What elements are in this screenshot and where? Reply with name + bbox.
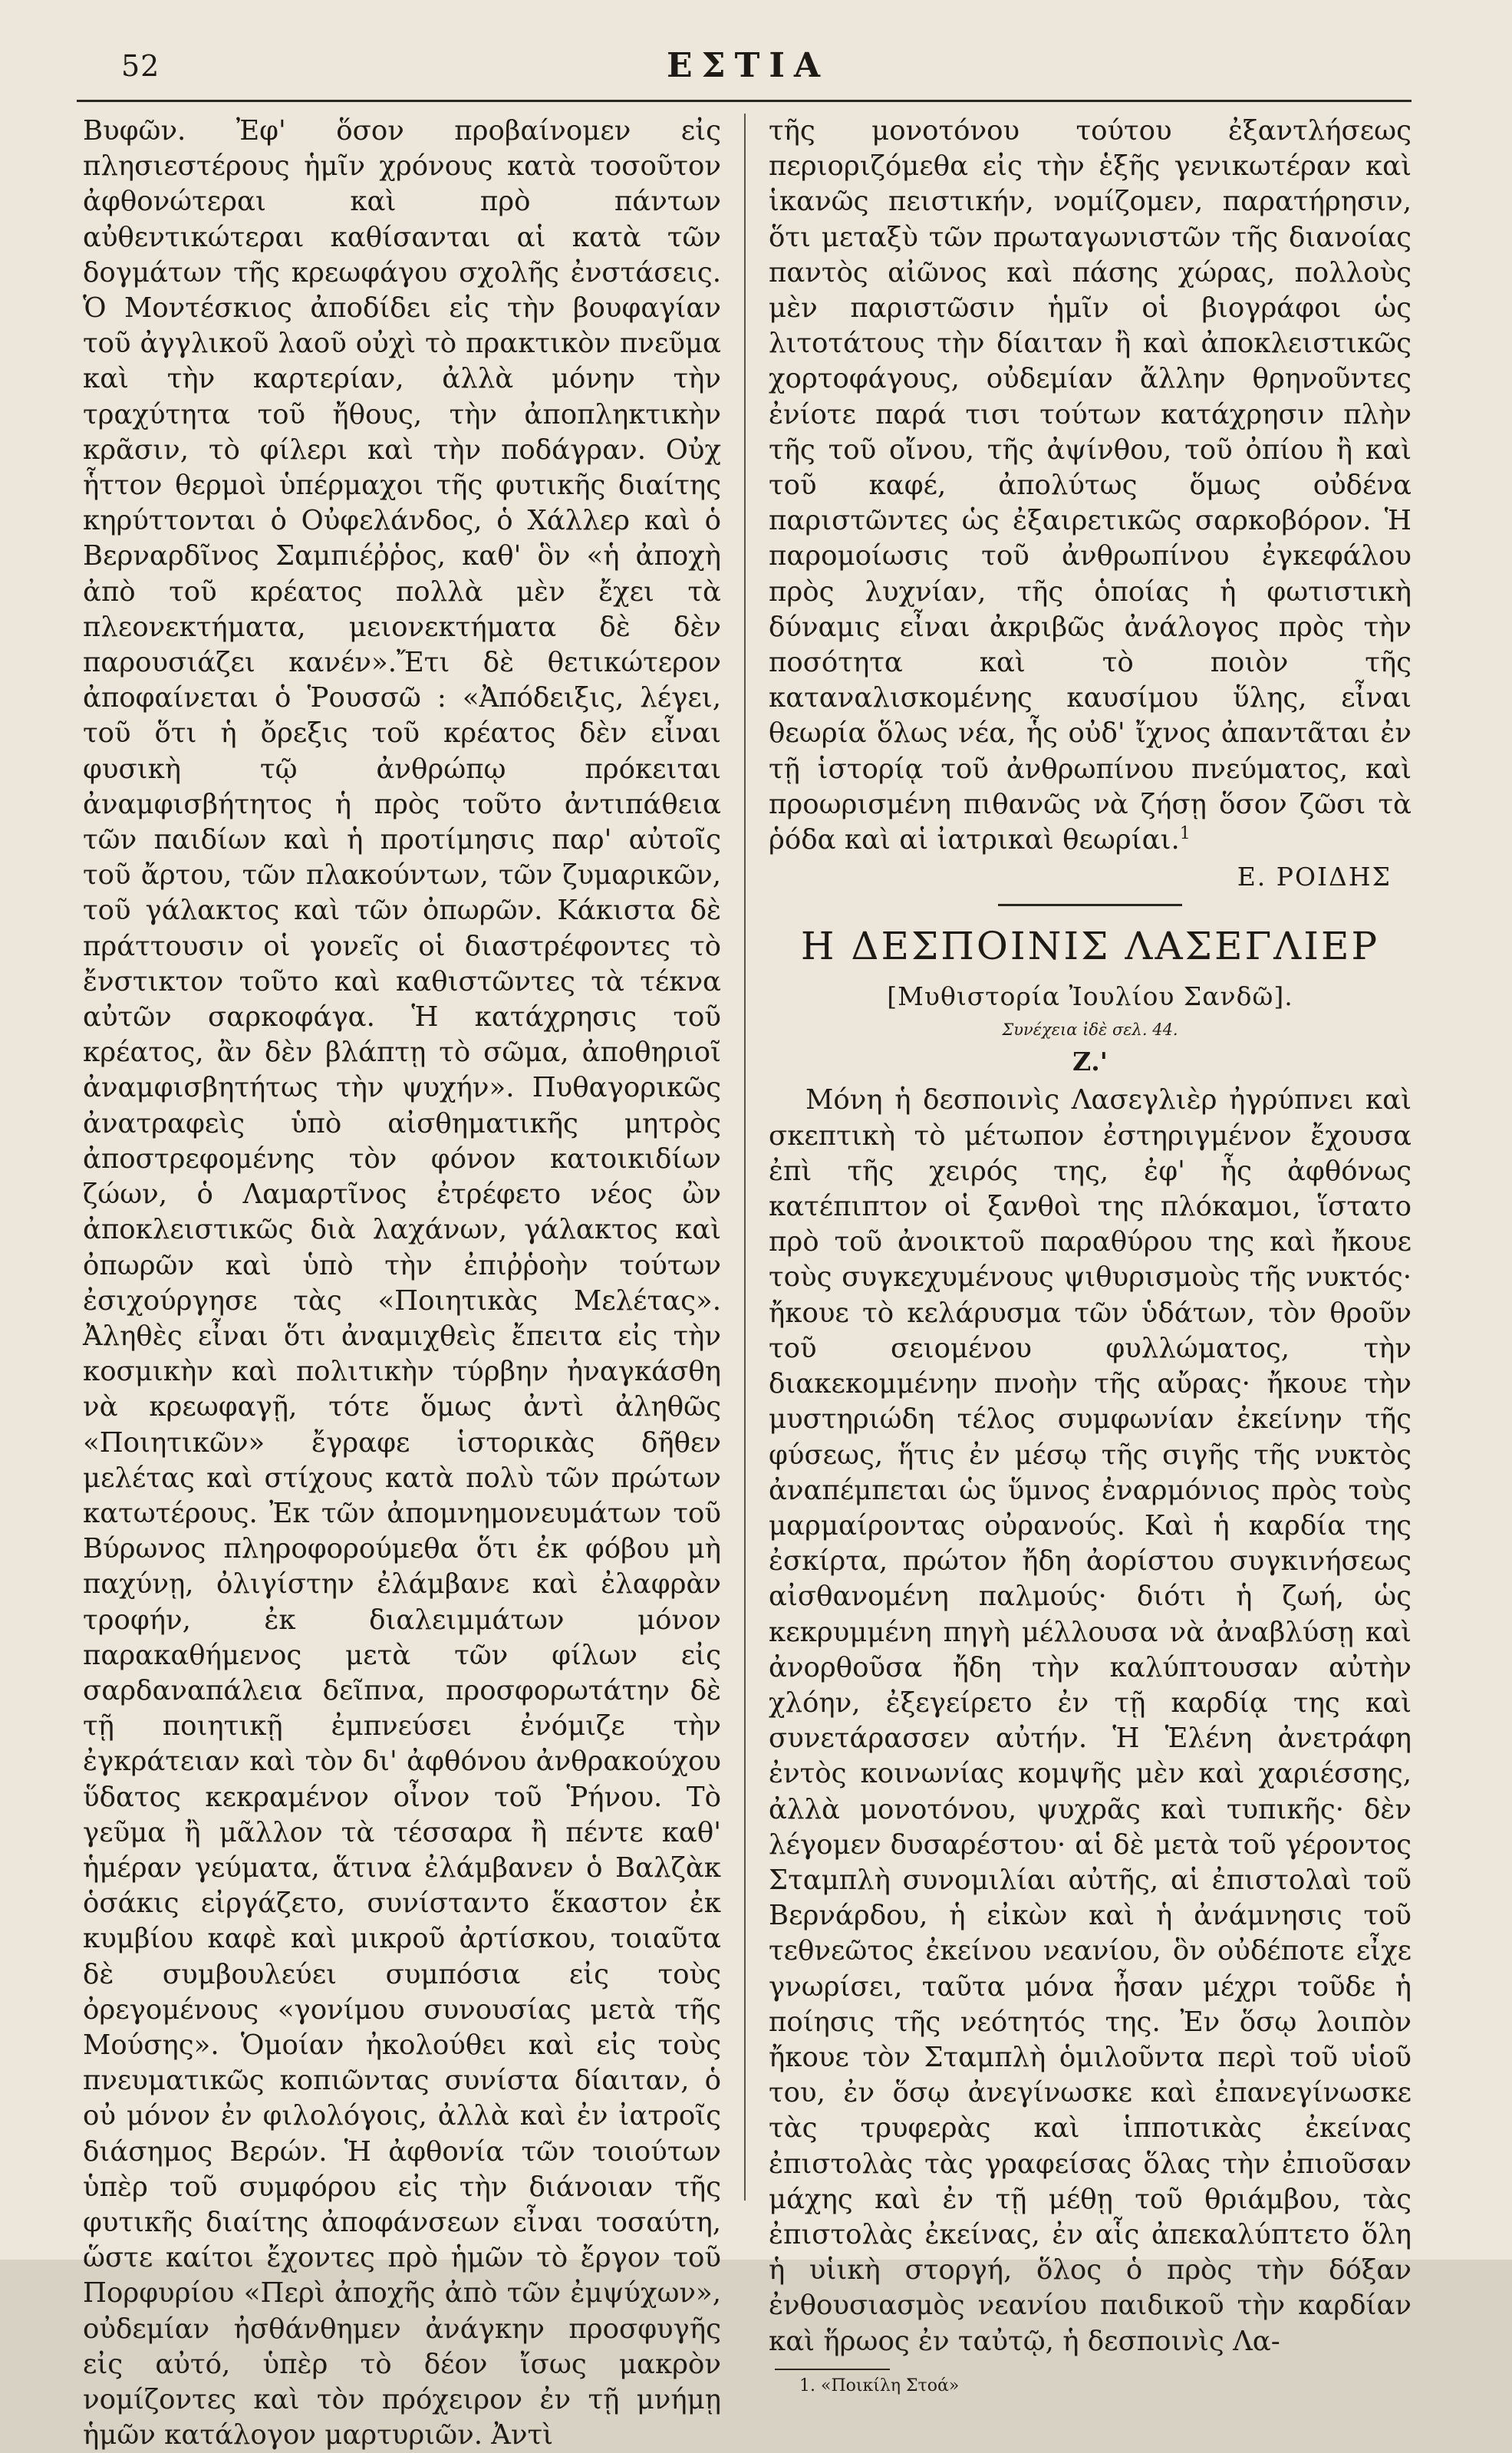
story-subtitle: [Μυθιστορία Ἰουλίου Σανδῶ]. xyxy=(887,981,1293,1012)
chapter-number: Ζ.' xyxy=(1072,1047,1108,1077)
right-column xyxy=(769,114,1412,2398)
author-signature: Ε. ΡΟΙΔΗΣ xyxy=(1237,862,1392,892)
essay-continued-text: τῆς μονοτόνου τούτου ἐξαντλήσεως περιοριζόμεθα εἰς τὴν ἑξῆς γενικωτέραν καὶ ἱκανῶς πειστικήν, νομίζομεν, παρατήρησιν, ὅτι μεταξὺ τῶν πρωταγωνιστῶν τῆς διανοίας παντὸς αἰῶνος καὶ πάσης χώρας, πολλοὺς μὲν παριστῶσιν ἡμῖν οἱ βιογράφοι ὡς λιτοτάτους τὴν δίαιταν ἢ καὶ ἀποκλειστικῶς χορτοφάγους, οὐδεμίαν ἄλλην θρηνοῦντες ἐνίοτε παρά τισι τούτων κατάχρησιν πλὴν τῆς τοῦ οἴνου, τῆς ἀψίνθου, τοῦ ὀπίου ἢ καὶ τοῦ καφέ, ἀπολύτως ὅμως οὐδένα παριστῶντες ὡς ἐξαιρετικῶς σαρκοβόρον. Ἡ παρομοίωσις τοῦ ἀνθρωπίνου ἐγκεφάλου πρὸς λυχνίαν, τῆς ὁποίας ἡ φωτιστικὴ δύναμις εἶναι ἀκριβῶς ἀνάλογος πρὸς τὴν ποσότητα καὶ τὸ ποιὸν τῆς καταναλισκομένης καυσίμου ὕλης, εἶναι θεωρία ὅλως νέα, ἧς οὐδ' ἴχνος ἀπαντᾶται ἐν τῇ ἱστορίᾳ τοῦ ἀνθρωπίνου πνεύματος, καὶ προωρισμένη πιθανῶς νὰ ζήσῃ ὅσον ζῶσι τὰ ῥόδα καὶ αἱ ἰατρικαὶ θεωρίαι. xyxy=(769,115,1412,856)
continuation-note: Συνέχεια ἰδὲ σελ. 44. xyxy=(1002,1020,1178,1040)
footnote-rule xyxy=(775,2369,890,2370)
running-title: ΕΣΤΙΑ xyxy=(666,46,830,85)
page-number: 52 xyxy=(121,49,160,83)
section-divider xyxy=(998,904,1182,906)
page-header xyxy=(84,46,1412,100)
essay-paragraph-continued xyxy=(769,114,1412,858)
story-title: Η ΔΕΣΠΟΙΝΙΣ ΛΑΣΕΓΛΙΕΡ xyxy=(800,924,1380,969)
left-column xyxy=(83,114,721,2453)
chapter-text: Μόνη ἡ δεσποινὶς Λασεγλιὲρ ἠγρύπνει καὶ σκεπτικὴ τὸ μέτωπον ἐστηριγμένον ἔχουσα ἐπὶ τῆς χειρός της, ἐφ' ἧς ἀφθόνως κατέπιπτον οἱ ξανθοὶ της πλόκαμοι, ἵστατο πρὸ τοῦ ἀνοικτοῦ παραθύρου της καὶ ἤκουε τοὺς συγκεχυμένους ψιθυρισμοὺς τῆς νυκτός· ἤκουε τὸ κελάρυσμα τῶν ὑδάτων, τὸν θροῦν τοῦ σειομένου φυλλώματος, τὴν διακεκομμένην πνοὴν τῆς αὔρας· ἤκουε τὴν μυστηριώδη τέλος συμφωνίαν ἐκείνην τῆς φύσεως, ἥτις ἐν μέσῳ τῆς σιγῆς τῆς νυκτὸς ἀναπέμπεται ὡς ὕμνος ἐναρμόνιος πρὸς τοὺς μαρμαίροντας οὐρανούς. Καὶ ἡ καρδία της ἐσκίρτα, πρώτον ἤδη ἀορίστου συγκινήσεως αἰσθανομένη παλμούς· διότι ἡ ζωή, ὡς κεκρυμμένη πηγὴ μέλλουσα νὰ ἀναβλύσῃ καὶ ἀνορθοῦσα ἤδη τὴν καλύπτουσαν αὐτὴν χλόην, ἐξεγείρετο ἐν τῇ καρδίᾳ της καὶ συνετάρασσεν αὐτήν. Ἡ Ἑλένη ἀνετράφη ἐντὸς κοινωνίας κομψῆς μὲν καὶ χαριέσσης, ἀλλὰ μονοτόνου, ψυχρᾶς καὶ τυπικῆς· δὲν λέγομεν δυσαρέστου· αἱ δὲ μετὰ τοῦ γέροντος Σταμπλὴ συνομιλίαι αὐτῆς, αἱ ἐπιστολαὶ τοῦ Βερνάρδου, ἡ εἰκὼν καὶ ἡ ἀνάμνησις τοῦ τεθνεῶτος ἐκείνου νεανίου, ὃν οὐδέποτε εἶχε γνωρίσει, ταῦτα μόνα ἦσαν μέχρι τοῦδε ἡ ποίησις τῆς νεότητός της. Ἐν ὅσῳ λοιπὸν ἤκουε τὸν Σταμπλὴ ὁμιλοῦντα περὶ τοῦ υἱοῦ του, ἐν ὅσῳ ἀνεγίνωσκε καὶ ἐπανεγίνωσκε τὰς τρυφερὰς καὶ ἱπποτικὰς ἐκείνας ἐπιστολὰς τὰς γραφείσας ὅλας τὴν ἐπιοῦσαν μάχης καὶ ἐν τῇ μέθῃ τοῦ θριάμβου, τὰς ἐπιστολὰς ἐκείνας, ἐν αἷς ἀπεκαλύπτετο ὅλη ἡ υἱικὴ στοργή, ὅλος ὁ πρὸς τὴν δόξαν ἐνθουσιασμὸς νεανίου παιδικοῦ τὴν καρδίαν καὶ ἥρωος ἐν ταὐτῷ, ἡ δεσποινὶς Λα- xyxy=(769,1084,1412,2357)
column-divider xyxy=(744,114,746,2201)
header-rule xyxy=(77,100,1412,102)
essay-paragraph: Βυφῶν. Ἐφ' ὅσον προβαίνομεν εἰς πλησιεστέρους ἡμῖν χρόνους κατὰ τοσοῦτον ἀφθονώτεραι καὶ πρὸ πάντων αὐθεντικώτεραι καθίσανται αἱ κατὰ τῶν δογμάτων τῆς κρεωφάγου σχολῆς ἐνστάσεις. Ὁ Μοντέσκιος ἀποδίδει εἰς τὴν βουφαγίαν τοῦ ἀγγλικοῦ λαοῦ οὐχὶ τὸ πρακτικὸν πνεῦμα καὶ τὴν καρτερίαν, ἀλλὰ μόνην τὴν τραχύτητα τοῦ ἤθους, τὴν ἀποπληκτικὴν κρᾶσιν, τὸ φίλερι καὶ τὴν ποδάγραν. Οὐχ ἧττον θερμοὶ ὑπέρμαχοι τῆς φυτικῆς διαίτης κηρύττονται ὁ Οὐφελάνδος, ὁ Χάλλερ καὶ ὁ Βερναρδῖνος Σαμπιέῤῥος, καθ' ὃν «ἡ ἀποχὴ ἀπὸ τοῦ κρέατος πολλὰ μὲν ἔχει τὰ πλεονεκτήματα, μειονεκτήματα δὲ δὲν παρουσιάζει κανέν».Ἔτι δὲ θετικώτερον ἀποφαίνεται ὁ Ῥουσσῶ : «Ἀπόδειξις, λέγει, τοῦ ὅτι ἡ ὄρεξις τοῦ κρέατος δὲν εἶναι φυσικὴ τῷ ἀνθρώπῳ πρόκειται ἀναμφισβήτητος ἡ πρὸς τοῦτο ἀντιπάθεια τῶν παιδίων καὶ ἡ προτίμησις παρ' αὐτοῖς τοῦ ἄρτου, τῶν πλακούντων, τῶν ζυμαρικῶν, τοῦ γάλακτος καὶ τῶν ὀπωρῶν. Κάκιστα δὲ πράττουσιν οἱ γονεῖς οἱ διαστρέφοντες τὸ ἔνστικτον τοῦτο καὶ καθιστῶντες τὰ τέκνα αὐτῶν σαρκοφάγα. Ἡ κατάχρησις τοῦ κρέατος, ἂν δὲν βλάπτῃ τὸ σῶμα, ἀποθηριοῖ ἀναμφισβητήτως τὴν ψυχήν». Πυθαγορικῶς ἀνατραφεὶς ὑπὸ αἰσθηματικῆς μητρὸς ἀποστρεφομένης τὸν φόνον κατοικιδίων ζώων, ὁ Λαμαρτῖνος ἐτρέφετο νέος ὢν ἀποκλειστικῶς διὰ λαχάνων, γάλακτος καὶ ὀπωρῶν καὶ ὑπὸ τὴν ἐπιῤῥοὴν τούτων ἐσιχούργησε τὰς «Ποιητικὰς Μελέτας». Ἀληθὲς εἶναι ὅτι ἀναμιχθεὶς ἔπειτα εἰς τὴν κοσμικὴν καὶ πολιτικὴν τύρβην ἠναγκάσθη νὰ κρεωφαγῇ, τότε ὅμως ἀντὶ ἀληθῶς «Ποιητικῶν» ἔγραφε ἱστορικὰς δῆθεν μελέτας καὶ στίχους κατὰ πολὺ τῶν πρώτων κατωτέρους. Ἐκ τῶν ἀπομνημονευμάτων τοῦ Βύρωνος πληροφορούμεθα ὅτι ἐκ φόβου μὴ παχύνῃ, ὀλιγίστην ἐλάμβανε καὶ ἐλαφρὰν τροφήν, ἐκ διαλειμμάτων μόνον παρακαθήμενος μετὰ τῶν φίλων εἰς σαρδαναπάλεια δεῖπνα, προσφορωτάτην δὲ τῇ ποιητικῇ ἐμπνεύσει ἐνόμιζε τὴν ἐγκράτειαν καὶ τὸν δι' ἀφθόνου ἀνθρακούχου ὕδατος κεκραμένον οἶνον τοῦ Ῥήνου. Τὸ γεῦμα ἢ μᾶλλον τὰ τέσσαρα ἢ πέντε καθ' ἡμέραν γεύματα, ἅτινα ἐλάμβανεν ὁ Βαλζὰκ ὁσάκις εἰργάζετο, συνίσταντο ἕκαστον ἐκ κυμβίου καφὲ καὶ μικροῦ ἀρτίσκου, τοιαῦτα δὲ συμβουλεύει συμπόσια εἰς τοὺς ὀρεγομένους «γονίμου συνουσίας μετὰ τῆς Μούσης». Ὁμοίαν ἠκολούθει καὶ εἰς τοὺς πνευματικῶς κοπιῶντας συνίστα δίαιταν, ὁ οὐ μόνον ἐν φιλολόγοις, ἀλλὰ καὶ ἐν ἰατροῖς διάσημος Βερών. Ἡ ἀφθονία τῶν τοιούτων ὑπὲρ τοῦ συμφόρου εἰς τὴν διάνοιαν τῆς φυτικῆς διαίτης ἀποφάνσεων εἶναι τοσαύτη, ὥστε καίτοι ἔχοντες πρὸ ἡμῶν τὸ ἔργον τοῦ Πορφυρίου «Περὶ ἀποχῆς ἀπὸ τῶν ἐμψύχων», οὐδεμίαν ἠσθάνθημεν ἀνάγκην προσφυγῆς εἰς αὐτό, ὑπὲρ τὸ δέον ἴσως μακρὸν νομίζοντες καὶ τὸν πρόχειρον ἐν τῇ μνήμῃ ἡμῶν κατάλογον μαρτυριῶν. Ἀντὶ xyxy=(83,115,721,2451)
footnote-marker: 1 xyxy=(1179,824,1191,844)
footnote: 1. «Ποικίλη Στοά» xyxy=(799,2376,960,2395)
